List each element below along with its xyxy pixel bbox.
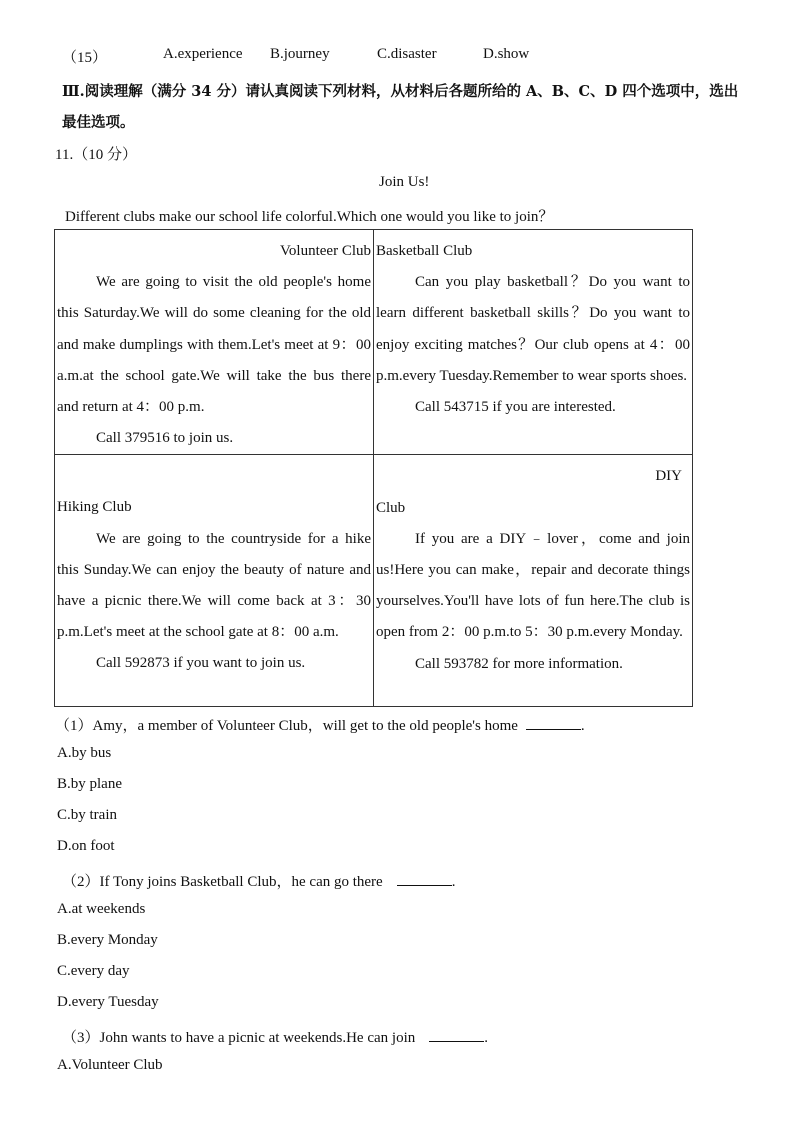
sub-question-3-stem: （3）John wants to have a picnic at weekends.He can join <box>62 1030 416 1046</box>
volunteer-club-cell <box>55 230 374 455</box>
sub-question-1-option-a: A.by bus <box>57 745 112 761</box>
sub-question-3-option-a: A.Volunteer Club <box>57 1057 163 1073</box>
sub-question-1-option-c: C.by train <box>57 807 117 823</box>
answer-blank <box>429 1027 484 1042</box>
hiking-club-body: We are going to the countryside for a hike this Sunday.We can enjoy the beauty of nature and have a picnic there.We will come back at 3：30 p.m.Let's meet at the school gate at 8：00 a.m. <box>57 530 371 641</box>
prev-option-a: A.experience <box>163 46 243 62</box>
hiking-club-cell <box>55 455 374 707</box>
section-title-line2: 最佳选项。 <box>62 114 135 131</box>
sub-question-2-option-d: D.every Tuesday <box>57 994 159 1010</box>
volunteer-club-title: Volunteer Club <box>280 243 371 259</box>
passage-title: Join Us! <box>379 174 430 190</box>
question-label: 11.（10 分） <box>55 147 137 163</box>
sub-question-2-option-a: A.at weekends <box>57 901 146 917</box>
basketball-club-body: Can you play basketball？Do you want to learn different basketball skills？Do you want to enjoy exciting matches？Our club opens at 4：00 p.m.every Tuesday.Remember to wear sports shoes. <box>376 274 690 384</box>
sub-question-2-option-c: C.every day <box>57 963 130 979</box>
sub-question-1-stem: （1）Amy，a member of Volunteer Club，will get to the old people's home <box>55 718 518 734</box>
prev-question-number: （15） <box>62 50 108 66</box>
sub-question-2-end: . <box>451 874 456 890</box>
basketball-club-title: Basketball Club <box>376 243 473 259</box>
sub-question-2-option-b: B.every Monday <box>57 932 158 948</box>
answer-blank <box>397 871 452 886</box>
section-title-line1: Ⅲ.阅读理解（满分 34 分）请认真阅读下列材料，从材料后各题所给的 A、B、C、D 四个选项中，选出 <box>62 83 739 100</box>
hiking-club-call: Call 592873 if you want to join us. <box>96 655 306 672</box>
hiking-club-title: Hiking Club <box>57 499 132 516</box>
diy-club-body: If you are a DIY﹣lover，come and join us!Here you can make，repair and decorate things yourselves.You'll have lots of fun here.The club is open from 2：00 p.m.to 5：30 p.m.every Monday. <box>376 530 690 641</box>
basketball-club-cell <box>374 230 693 455</box>
passage-intro: Different clubs make our school life colorful.Which one would you like to join？ <box>65 209 554 225</box>
volunteer-club-call: Call 379516 to join us. <box>96 430 234 447</box>
prev-option-b: B.journey <box>270 46 330 62</box>
diy-club-call: Call 593782 for more information. <box>415 655 623 672</box>
diy-club-cell <box>374 455 693 707</box>
volunteer-club-body: We are going to visit the old people's home this Saturday.We will do some cleaning for the old and make dumplings with them.Let's meet at 9：00 a.m.at the school gate.We will take the bus there and return at 4：00 p.m. <box>57 274 371 416</box>
sub-question-1-option-b: B.by plane <box>57 776 122 792</box>
sub-question-2 <box>62 870 455 891</box>
sub-question-1 <box>55 714 585 735</box>
diy-club-title-part2: Club <box>376 499 406 516</box>
sub-question-3-end: . <box>484 1030 488 1046</box>
sub-question-2-stem: （2）If Tony joins Basketball Club，he can go there <box>62 874 383 890</box>
diy-club-title-part1: DIY <box>655 468 682 485</box>
answer-blank <box>526 715 581 730</box>
clubs-table <box>54 229 693 707</box>
basketball-club-call: Call 543715 if you are interested. <box>415 399 616 416</box>
sub-question-1-option-d: D.on foot <box>57 838 115 854</box>
sub-question-3 <box>62 1026 488 1047</box>
prev-option-c: C.disaster <box>377 46 437 62</box>
sub-question-1-end: . <box>580 718 585 734</box>
prev-option-d: D.show <box>483 46 530 62</box>
